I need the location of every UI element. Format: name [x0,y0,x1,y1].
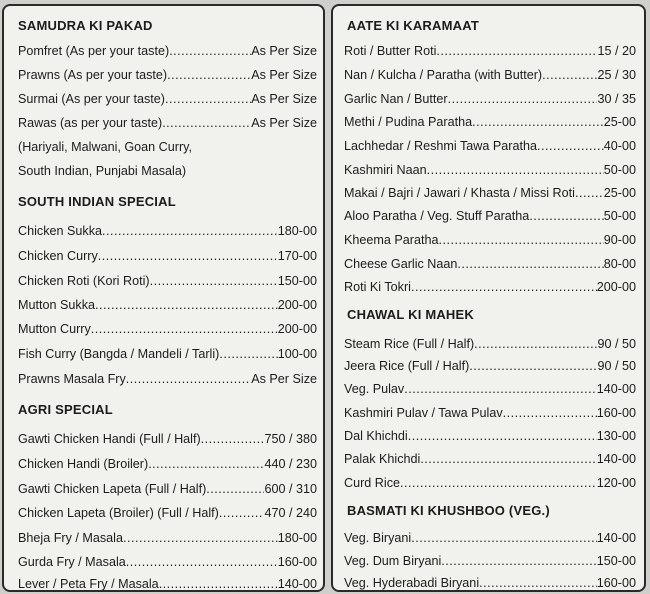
item-price: 140-00 [596,382,636,396]
left-menu-panel [2,4,325,592]
leader-dots [537,139,604,153]
item-price: 15 / 20 [597,44,636,58]
item-name: Aloo Paratha / Veg. Stuff Paratha [344,209,530,223]
menu-item [344,233,636,247]
item-price: As Per Size [251,68,317,82]
leader-dots [448,92,598,106]
leader-dots [206,482,264,496]
menu-item [344,554,636,568]
menu-item [18,68,317,82]
item-price: 160-00 [596,576,636,590]
menu-item [344,337,636,351]
item-price: 80-00 [603,257,636,271]
menu-item [18,322,317,336]
leader-dots [201,432,265,446]
item-price: 440 / 230 [264,457,317,471]
item-name: Kashmiri Pulav / Tawa Pulav [344,406,503,420]
item-price: 160-00 [277,555,317,569]
item-price: 140-00 [277,577,317,591]
item-name: Kheema Paratha [344,233,439,247]
item-price: 200-00 [596,280,636,294]
menu-item [344,92,636,106]
menu-item [18,457,317,471]
section-heading-aate-ki-karamaat: AATE KI KARAMAAT [347,18,479,33]
item-price: 180-00 [277,224,317,238]
item-price: 25-00 [603,186,636,200]
leader-dots [408,429,597,443]
leader-dots [427,163,604,177]
item-price: 600 / 310 [264,482,317,496]
section-heading-samudra-ki-pakad: SAMUDRA KI PAKAD [18,18,153,33]
menu-item [344,163,636,177]
leader-dots [436,44,597,58]
section-heading-agri-special: AGRI SPECIAL [18,402,113,417]
leader-dots [102,224,278,238]
item-name: Prawns (As per your taste) [18,68,168,82]
menu-item [344,406,636,420]
leader-dots [400,476,597,490]
menu-item [344,257,636,271]
item-name: Nan / Kulcha / Paratha (with Butter) [344,68,543,82]
item-name: Veg. Pulav [344,382,405,396]
menu-item [18,506,317,520]
menu-item [18,577,317,591]
leader-dots [162,116,251,130]
menu-item [18,531,317,545]
leader-dots [404,382,597,396]
leader-dots [439,233,604,247]
item-name: Gawti Chicken Handi (Full / Half) [18,432,201,446]
item-name: Chicken Handi (Broiler) [18,457,149,471]
leader-dots [575,186,604,200]
item-name: Palak Khichdi [344,452,421,466]
item-price: 470 / 240 [264,506,317,520]
menu-item [18,372,317,386]
item-price: As Per Size [251,44,317,58]
item-name: Curd Rice [344,476,400,490]
leader-dots [150,274,278,288]
preparation-styles-note: South Indian, Punjabi Masala) [18,164,187,178]
leader-dots [169,44,251,58]
item-name: Lachhedar / Reshmi Tawa Paratha [344,139,537,153]
menu-item [344,429,636,443]
item-price: 140-00 [596,452,636,466]
item-name: Lever / Peta Fry / Masala [18,577,159,591]
menu-item [18,224,317,238]
preparation-styles-note: (Hariyali, Malwani, Goan Curry, [18,140,193,154]
leader-dots [411,280,597,294]
item-price: 30 / 35 [597,92,636,106]
leader-dots [123,531,278,545]
leader-dots [98,249,278,263]
section-heading-basmati-ki-khushboo: BASMATI KI KHUSHBOO (VEG.) [347,503,550,518]
menu-item [18,432,317,446]
item-name: Veg. Dum Biryani [344,554,442,568]
item-name: Methi / Pudina Paratha [344,115,473,129]
item-name: Makai / Bajri / Jawari / Khasta / Missi Roti [344,186,575,200]
item-price: 100-00 [277,347,317,361]
menu-item [344,576,636,590]
item-price: 140-00 [596,531,636,545]
item-name: Veg. Biryani [344,531,412,545]
menu-item [344,115,636,129]
leader-dots [219,506,265,520]
leader-dots [219,347,277,361]
menu-item [344,280,636,294]
item-price: 90 / 50 [597,359,636,373]
leader-dots [159,577,278,591]
item-price: As Per Size [251,116,317,130]
leader-dots [420,452,596,466]
item-price: 90-00 [603,233,636,247]
item-name: Jeera Rice (Full / Half) [344,359,470,373]
item-name: Cheese Garlic Naan [344,257,458,271]
item-price: 160-00 [596,406,636,420]
item-price: 200-00 [277,322,317,336]
leader-dots [472,115,604,129]
leader-dots [165,92,251,106]
item-name: Gurda Fry / Masala [18,555,126,569]
menu-item [344,476,636,490]
item-price: 120-00 [596,476,636,490]
menu-item [18,298,317,312]
menu-item [18,116,317,130]
item-name: Dal Khichdi [344,429,408,443]
leader-dots [126,555,278,569]
leader-dots [148,457,264,471]
item-name: Mutton Curry [18,322,91,336]
menu-item [18,249,317,263]
menu-item [344,68,636,82]
menu-item [344,382,636,396]
menu-item [18,347,317,361]
item-price: 170-00 [277,249,317,263]
item-name: Chicken Sukka [18,224,102,238]
leader-dots [95,298,278,312]
item-name: Pomfret (As per your taste) [18,44,170,58]
menu-item [18,482,317,496]
menu-item [18,555,317,569]
item-price: 200-00 [277,298,317,312]
leader-dots [503,406,597,420]
section-heading-south-indian-special: SOUTH INDIAN SPECIAL [18,194,176,209]
leader-dots [542,68,597,82]
item-price: As Per Size [251,92,317,106]
menu-item [344,359,636,373]
leader-dots [529,209,603,223]
item-price: 180-00 [277,531,317,545]
item-price: 150-00 [277,274,317,288]
item-name: Prawns Masala Fry [18,372,126,386]
item-price: 40-00 [603,139,636,153]
section-heading-chawal-ki-mahek: CHAWAL KI MAHEK [347,307,474,322]
item-price: 150-00 [596,554,636,568]
menu-item [344,186,636,200]
item-name: Mutton Sukka [18,298,96,312]
item-name: Chicken Lapeta (Broiler) (Full / Half) [18,506,219,520]
menu-item [18,44,317,58]
menu-item [344,531,636,545]
menu-item [344,452,636,466]
leader-dots [411,531,597,545]
item-name: Veg. Hyderabadi Biryani [344,576,480,590]
leader-dots [441,554,596,568]
menu-item [18,274,317,288]
menu-item [344,139,636,153]
leader-dots [474,337,597,351]
leader-dots [469,359,597,373]
item-price: 750 / 380 [264,432,317,446]
leader-dots [167,68,251,82]
item-price: 50-00 [603,163,636,177]
item-price: 25-00 [603,115,636,129]
item-name: Rawas (as per your taste) [18,116,163,130]
item-name: Kashmiri Naan [344,163,427,177]
item-name: Surmai (As per your taste) [18,92,165,106]
right-menu-panel [331,4,646,592]
item-price: 90 / 50 [597,337,636,351]
item-price: As Per Size [251,372,317,386]
item-price: 130-00 [596,429,636,443]
item-name: Roti / Butter Roti [344,44,437,58]
item-name: Gawti Chicken Lapeta (Full / Half) [18,482,207,496]
item-name: Fish Curry (Bangda / Mandeli / Tarli) [18,347,220,361]
item-name: Chicken Curry [18,249,98,263]
menu-item [18,92,317,106]
leader-dots [126,372,251,386]
item-name: Steam Rice (Full / Half) [344,337,475,351]
item-name: Roti Ki Tokri [344,280,411,294]
item-price: 25 / 30 [597,68,636,82]
item-name: Garlic Nan / Butter [344,92,448,106]
menu-item [344,209,636,223]
item-price: 50-00 [603,209,636,223]
item-name: Bheja Fry / Masala [18,531,123,545]
leader-dots [91,322,278,336]
leader-dots [457,257,603,271]
item-name: Chicken Roti (Kori Roti) [18,274,150,288]
menu-item [344,44,636,58]
leader-dots [479,576,597,590]
